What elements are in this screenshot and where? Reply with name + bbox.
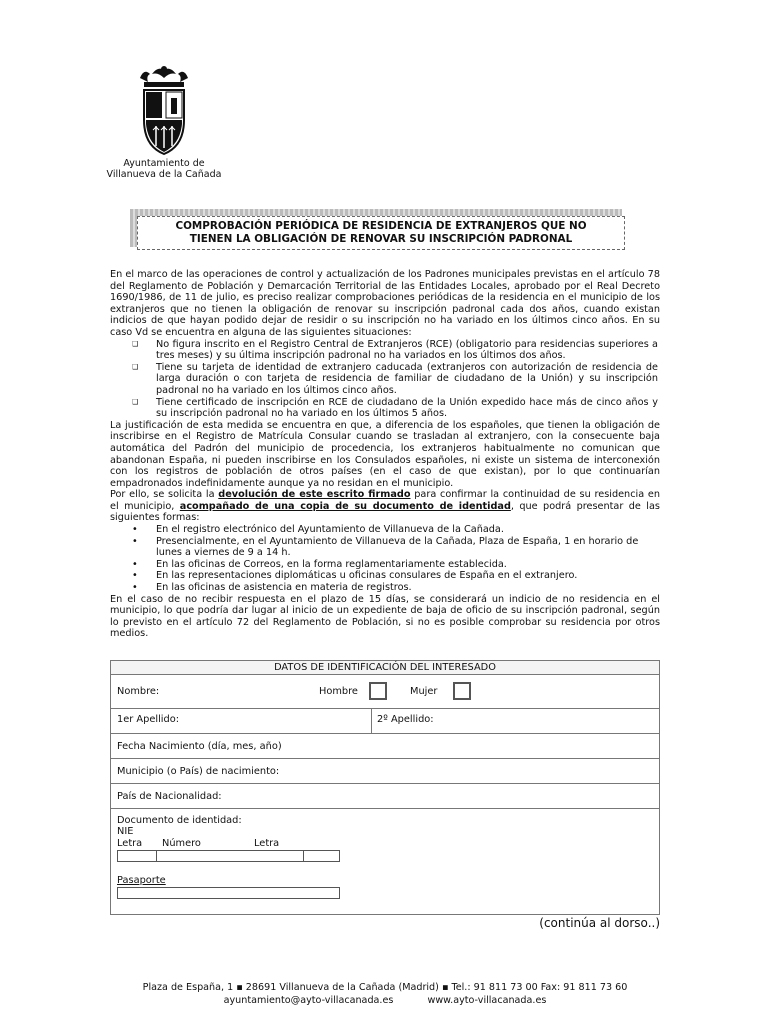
footer-contacts: [0, 994, 770, 1007]
document-title: COMPROBACIÓN PERIÓDICA DE RESIDENCIA DE EXTRANJEROS QUE NO TIENEN LA OBLIGACIÓN DE RENOVAR SU INSCRIPCIÓN PADRONAL: [137, 216, 625, 250]
row-municipio-nacimiento[interactable]: [111, 759, 659, 784]
document-title-box: [130, 209, 630, 253]
pasaporte-label: Pasaporte: [117, 875, 166, 886]
apellido2-label[interactable]: 2º Apellido:: [377, 714, 434, 725]
row-nombre: [111, 675, 659, 709]
row-apellidos: [111, 709, 659, 734]
bullet-icon: •: [132, 558, 138, 570]
page-footer: [0, 981, 770, 1007]
letter-body: [110, 269, 660, 640]
list-item: ❑ Tiene certificado de inscripción en RCE de ciudadano de la Unión expedido hace más de cinco años y su inscripción padronal no ha variado en los últimos 5 años.: [132, 396, 658, 420]
bullet-icon: •: [132, 524, 138, 536]
letra-label: Letra: [254, 838, 280, 849]
identification-form: [110, 660, 660, 915]
bullet-icon: •: [132, 535, 138, 547]
situations-list: [110, 339, 660, 420]
footer-address: Plaza de España, 1 ▪ 28691 Villanueva de la Cañada (Madrid) ▪ Tel.: 91 811 73 00 Fax: 91 811 73 60: [142, 982, 628, 993]
form-heading: DATOS DE IDENTIFICACIÓN DEL INTERESADO: [111, 661, 659, 675]
submission-forms-list: [110, 524, 660, 594]
pasaporte-input[interactable]: [117, 887, 340, 899]
nie-numero-input[interactable]: [156, 850, 304, 862]
coat-of-arms-icon: [134, 64, 194, 156]
letra-label: Letra: [117, 838, 143, 849]
nie-letra-final-input[interactable]: [303, 850, 340, 862]
list-item: • En el registro electrónico del Ayuntamiento de Villanueva de la Cañada.: [132, 524, 504, 536]
checkbox-bullet-icon: ❑: [132, 397, 139, 406]
documento-label: Documento de identidad:: [117, 815, 242, 826]
nie-letra-input[interactable]: [117, 850, 157, 862]
row-fecha-nacimiento[interactable]: [111, 734, 659, 759]
fecha-label: Fecha Nacimiento (día, mes, año): [117, 741, 282, 752]
checkbox-bullet-icon: ❑: [132, 362, 139, 371]
closing-paragraph: En el caso de no recibir respuesta en el plazo de 15 días, se considerará un indicio de no residencia en el municipio, lo que podría dar lugar al inicio de un expediente de baja de oficio de su inscripción padronal, según lo previsto en el artículo 72 del Reglamento de Población, si no es posible comprobar su residencia por otros medios.: [110, 593, 660, 640]
row-nacionalidad[interactable]: [111, 784, 659, 809]
intro-paragraph: En el marco de las operaciones de control y actualización de los Padrones municipales previstas en el artículo 78 del Reglamento de Población y Demarcación Territorial de las Entidades Locales, aprobado por el Real Decreto 1690/1986, de 11 de julio, es preciso realizar comprobaciones periódicas de la residencia en el municipio de los extranjeros que no tienen la obligación de renovar su inscripción padronal cada dos años, cuando existan indicios de que hayan podido dejar de residir o su inscripción no ha variado en los últimos cinco años. En su caso Vd se encuentra en alguna de las siguientes situaciones:: [110, 269, 660, 338]
mujer-label: Mujer: [410, 686, 438, 697]
checkbox-bullet-icon: ❑: [132, 339, 139, 348]
continued-note: (continúa al dorso..): [539, 916, 660, 930]
mujer-checkbox[interactable]: [453, 682, 471, 700]
list-item: • En las oficinas de Correos, en la forma reglamentariamente establecida.: [132, 558, 507, 570]
list-item: • En las representaciones diplomáticas u oficinas consulares de España en el extranjero.: [132, 570, 578, 582]
column-divider: [371, 709, 372, 733]
municipio-label: Municipio (o País) de nacimiento:: [117, 766, 280, 777]
list-item: ❑ No figura inscrito en el Registro Central de Extranjeros (RCE) (obligatorio para residencias superiores a tres meses) y su última inscripción padronal no ha variados en los últimos dos años.: [132, 338, 658, 362]
justification-paragraph: La justificación de esta medida se encuentra en que, a diferencia de los españoles, que tienen la obligación de inscribirse en el Registro de Matrícula Consular cuando se trasladan al extranjero, con la consecuente baja automática del Padrón del municipio de procedencia, los extranjeros habitualmente no comunican que abandonan España, ni pueden inscribirse en los Consulados españoles, ni existe un sistema de interconexión con los registros de población de otros países (en el caso de que existan), por lo que continuarían empadronados indefinidamente aunque ya no residan en el municipio.: [110, 419, 660, 489]
bullet-icon: •: [132, 582, 138, 594]
footer-email[interactable]: ayuntamiento@ayto-villacanada.es: [223, 995, 394, 1006]
hombre-label: Hombre: [319, 686, 358, 697]
footer-website[interactable]: www.ayto-villacanada.es: [427, 995, 547, 1006]
nacionalidad-label: País de Nacionalidad:: [117, 791, 222, 802]
apellido1-label[interactable]: 1er Apellido:: [117, 714, 180, 725]
request-paragraph: Por ello, se solicita la devolución de este escrito firmado para confirmar la continuidad de su residencia en el municipio, acompañado de una copia de su documento de identidad, que podrá presentar de las siguientes formas:: [110, 489, 661, 524]
hombre-checkbox[interactable]: [369, 682, 387, 700]
bullet-icon: •: [132, 570, 138, 582]
municipal-logo: [106, 64, 222, 180]
row-documento: [111, 809, 659, 909]
nombre-label: Nombre:: [117, 686, 160, 697]
list-item: • Presencialmente, en el Ayuntamiento de Villanueva de la Cañada, Plaza de España, 1 en horario de lunes a viernes de 9 a 14 h.: [132, 535, 639, 559]
nie-label: NIE: [117, 826, 134, 837]
list-item: ❑ Tiene su tarjeta de identidad de extranjero caducada (extranjeros con autorización de residencia de larga duración o con tarjeta de residencia de familiar de ciudadano de la Unión) y su inscripción padronal no ha variado en los últimos cinco años.: [132, 361, 658, 396]
list-item: • En las oficinas de asistencia en materia de registros.: [132, 582, 412, 594]
numero-label: Número: [162, 838, 201, 849]
org-name: Ayuntamiento de Villanueva de la Cañada: [106, 158, 222, 180]
